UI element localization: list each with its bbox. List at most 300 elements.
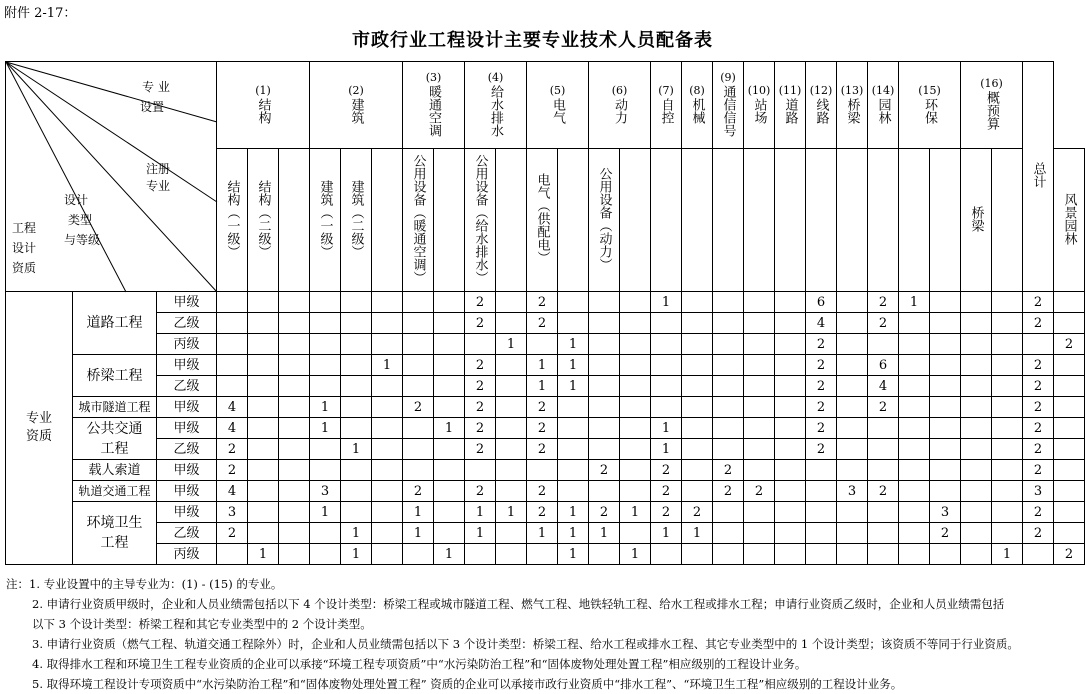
- count-cell: [899, 502, 930, 523]
- count-cell: 2: [868, 313, 899, 334]
- count-cell: [992, 355, 1023, 376]
- qualification-group: [6, 292, 73, 565]
- count-cell: [961, 334, 992, 355]
- count-cell: 3: [1023, 481, 1054, 502]
- diag-label-setting: 设置: [140, 100, 165, 114]
- count-cell: [868, 544, 899, 565]
- count-cell: [279, 334, 310, 355]
- count-cell: [899, 418, 930, 439]
- count-cell: [1054, 313, 1085, 334]
- count-cell: [620, 418, 651, 439]
- specialty-number: (8): [689, 83, 705, 97]
- count-cell: [1054, 439, 1085, 460]
- project-label: 轨道交通工程: [78, 484, 151, 498]
- registered-header-26: [992, 149, 1023, 292]
- count-cell: 2: [527, 397, 558, 418]
- count-cell: [372, 418, 403, 439]
- count-cell: 2: [1023, 355, 1054, 376]
- count-cell: 2: [403, 481, 434, 502]
- count-cell: [775, 439, 806, 460]
- specialty-header-13: [837, 62, 868, 149]
- count-cell: [930, 313, 961, 334]
- count-cell: [868, 523, 899, 544]
- count-cell: 1: [682, 523, 713, 544]
- count-cell: [744, 355, 775, 376]
- qualification-group-label: 专业资质: [25, 411, 52, 444]
- count-cell: [434, 292, 465, 313]
- count-cell: [744, 313, 775, 334]
- project-label: 桥梁工程: [86, 367, 143, 384]
- count-cell: [682, 376, 713, 397]
- project-name: [73, 292, 157, 355]
- registered-header-18: [744, 149, 775, 292]
- count-cell: 1: [589, 523, 620, 544]
- count-cell: [837, 313, 868, 334]
- count-cell: [961, 376, 992, 397]
- count-cell: [682, 418, 713, 439]
- count-cell: 2: [465, 439, 496, 460]
- count-cell: [992, 502, 1023, 523]
- count-cell: [341, 292, 372, 313]
- count-cell: [837, 523, 868, 544]
- count-cell: [620, 481, 651, 502]
- count-cell: [527, 544, 558, 565]
- count-cell: [1054, 292, 1085, 313]
- count-cell: [961, 292, 992, 313]
- count-cell: 1: [527, 355, 558, 376]
- specialty-number: (4): [487, 70, 504, 84]
- specialty-name: 动力: [612, 97, 628, 124]
- registered-header-19: [775, 149, 806, 292]
- count-cell: [372, 481, 403, 502]
- count-cell: [372, 397, 403, 418]
- count-cell: [496, 376, 527, 397]
- count-cell: [589, 313, 620, 334]
- count-cell: [403, 418, 434, 439]
- count-cell: [775, 481, 806, 502]
- count-cell: [868, 334, 899, 355]
- count-cell: [961, 523, 992, 544]
- count-cell: [899, 376, 930, 397]
- count-cell: [806, 544, 837, 565]
- count-cell: [744, 376, 775, 397]
- count-cell: [744, 397, 775, 418]
- count-cell: 1: [496, 334, 527, 355]
- count-cell: 1: [341, 523, 372, 544]
- count-cell: [1023, 544, 1054, 565]
- count-cell: 2: [589, 502, 620, 523]
- count-cell: [496, 481, 527, 502]
- note-line: 2. 申请行业资质甲级时，企业和人员业绩需包括以下 4 个设计类型：桥梁工程或城市隧道工程、燃气工程、地铁轻轨工程、给水工程或排水工程；申请行业资质乙级时，企业和人员业绩需包括: [32, 597, 1005, 611]
- registered-header-23: [899, 149, 930, 292]
- count-cell: 2: [868, 397, 899, 418]
- specialty-name: 道路: [782, 97, 798, 124]
- count-cell: 1: [403, 502, 434, 523]
- count-cell: [713, 523, 744, 544]
- count-cell: [372, 502, 403, 523]
- count-cell: [837, 502, 868, 523]
- count-cell: [806, 523, 837, 544]
- count-cell: 4: [868, 376, 899, 397]
- count-cell: 1: [620, 544, 651, 565]
- count-cell: [279, 544, 310, 565]
- count-cell: [372, 460, 403, 481]
- grade-cell: 甲级: [157, 418, 217, 439]
- count-cell: [713, 313, 744, 334]
- count-cell: [341, 418, 372, 439]
- count-cell: [496, 397, 527, 418]
- specialty-number: (12): [809, 83, 833, 97]
- count-cell: [930, 418, 961, 439]
- count-cell: [279, 523, 310, 544]
- specialty-number: (7): [658, 83, 674, 97]
- count-cell: [837, 439, 868, 460]
- count-cell: [992, 313, 1023, 334]
- project-label: 道路工程: [86, 315, 143, 331]
- count-cell: 3: [930, 502, 961, 523]
- registered-name: 建筑（一级）: [317, 179, 333, 258]
- count-cell: [558, 418, 589, 439]
- count-cell: [713, 418, 744, 439]
- count-cell: [589, 481, 620, 502]
- count-cell: 2: [527, 292, 558, 313]
- count-cell: [899, 523, 930, 544]
- specialty-header-10: [744, 62, 775, 149]
- count-cell: [775, 397, 806, 418]
- registered-header-9: [465, 149, 496, 292]
- count-cell: [403, 355, 434, 376]
- count-cell: [465, 544, 496, 565]
- count-cell: [434, 439, 465, 460]
- specialty-number: (14): [871, 83, 895, 97]
- count-cell: [744, 523, 775, 544]
- count-cell: [403, 544, 434, 565]
- count-cell: [589, 292, 620, 313]
- count-cell: [279, 481, 310, 502]
- count-cell: 2: [1023, 397, 1054, 418]
- grade-cell: 乙级: [157, 313, 217, 334]
- count-cell: [930, 292, 961, 313]
- count-cell: [341, 334, 372, 355]
- count-cell: [279, 397, 310, 418]
- count-cell: [403, 292, 434, 313]
- count-cell: [992, 418, 1023, 439]
- project-label: 公共交通工程: [86, 420, 143, 457]
- registered-name: 建筑（二级）: [348, 179, 364, 258]
- count-cell: [837, 418, 868, 439]
- count-cell: 2: [217, 460, 248, 481]
- count-cell: 2: [1023, 313, 1054, 334]
- count-cell: [620, 523, 651, 544]
- count-cell: [310, 355, 341, 376]
- count-cell: [1054, 397, 1085, 418]
- specialty-header-12: [806, 62, 837, 149]
- count-cell: [837, 376, 868, 397]
- count-cell: [620, 460, 651, 481]
- table-row: [6, 439, 1085, 460]
- registered-name: 公用设备（动力）: [596, 166, 612, 271]
- count-cell: [248, 376, 279, 397]
- count-cell: 2: [806, 334, 837, 355]
- count-cell: [899, 397, 930, 418]
- count-cell: [372, 292, 403, 313]
- total-header: [1023, 62, 1054, 292]
- table-row: [6, 376, 1085, 397]
- count-cell: 2: [1023, 439, 1054, 460]
- registered-header-11: [527, 149, 558, 292]
- count-cell: [248, 418, 279, 439]
- specialty-header-5: [527, 62, 589, 149]
- count-cell: 2: [465, 376, 496, 397]
- diag-label-design: 设计: [64, 193, 89, 207]
- count-cell: 2: [713, 460, 744, 481]
- count-cell: [930, 544, 961, 565]
- count-cell: 2: [1023, 418, 1054, 439]
- count-cell: [868, 418, 899, 439]
- specialty-name: 给水排水: [488, 84, 504, 137]
- count-cell: [527, 460, 558, 481]
- registered-header-5: [341, 149, 372, 292]
- count-cell: [1054, 523, 1085, 544]
- grade-cell: 甲级: [157, 355, 217, 376]
- specialty-header-2: [310, 62, 403, 149]
- grade-cell: 甲级: [157, 502, 217, 523]
- project-name: [73, 502, 157, 565]
- diag-label-qualification: 资质: [12, 261, 37, 275]
- count-cell: [992, 523, 1023, 544]
- note-line: 以下 3 个设计类型：桥梁工程和其它专业类型中的 2 个设计类型。: [32, 617, 372, 631]
- count-cell: [434, 397, 465, 418]
- count-cell: [558, 292, 589, 313]
- table-row: [6, 397, 1085, 418]
- count-cell: [217, 376, 248, 397]
- count-cell: 1: [558, 523, 589, 544]
- count-cell: [496, 523, 527, 544]
- registered-header-7: [403, 149, 434, 292]
- count-cell: 2: [1023, 523, 1054, 544]
- count-cell: [403, 313, 434, 334]
- count-cell: 2: [1023, 502, 1054, 523]
- count-cell: 1: [558, 355, 589, 376]
- count-cell: 1: [651, 292, 682, 313]
- grade-cell: 甲级: [157, 460, 217, 481]
- count-cell: [558, 439, 589, 460]
- count-cell: [651, 334, 682, 355]
- count-cell: [310, 439, 341, 460]
- specialty-number: (2): [348, 83, 364, 97]
- count-cell: [961, 460, 992, 481]
- count-cell: [279, 502, 310, 523]
- count-cell: [620, 439, 651, 460]
- count-cell: [248, 439, 279, 460]
- specialty-name: 机械: [689, 97, 705, 124]
- count-cell: [620, 355, 651, 376]
- table-row: [6, 523, 1085, 544]
- count-cell: [682, 481, 713, 502]
- count-cell: [217, 355, 248, 376]
- specialty-name: 线路: [813, 97, 829, 124]
- count-cell: [930, 460, 961, 481]
- specialty-name: 通信信号: [720, 84, 736, 137]
- count-cell: [868, 502, 899, 523]
- diag-label-specialty2: 专业: [146, 179, 171, 193]
- count-cell: [806, 481, 837, 502]
- count-cell: 1: [527, 523, 558, 544]
- specialty-number: (13): [840, 83, 864, 97]
- count-cell: [868, 439, 899, 460]
- count-cell: [248, 334, 279, 355]
- count-cell: [744, 544, 775, 565]
- project-name: [73, 460, 157, 481]
- count-cell: [930, 355, 961, 376]
- table-row: [6, 481, 1085, 502]
- specialty-number: (5): [549, 83, 566, 97]
- count-cell: 2: [589, 460, 620, 481]
- count-cell: 1: [496, 502, 527, 523]
- registered-header-13: [589, 149, 620, 292]
- count-cell: [930, 376, 961, 397]
- registered-name: 结构（一级）: [224, 179, 240, 258]
- count-cell: 2: [868, 292, 899, 313]
- specialty-header-4: [465, 62, 527, 149]
- count-cell: [651, 355, 682, 376]
- count-cell: [930, 439, 961, 460]
- count-cell: 2: [806, 376, 837, 397]
- project-name: [73, 418, 157, 460]
- count-cell: [589, 355, 620, 376]
- count-cell: [868, 460, 899, 481]
- diagonal-header-cell: [6, 62, 217, 292]
- count-cell: [651, 313, 682, 334]
- registered-name: 电气（供配电）: [534, 173, 550, 264]
- count-cell: 2: [217, 439, 248, 460]
- count-cell: [279, 439, 310, 460]
- count-cell: [589, 334, 620, 355]
- count-cell: [496, 418, 527, 439]
- count-cell: [1054, 376, 1085, 397]
- count-cell: [341, 397, 372, 418]
- count-cell: [620, 292, 651, 313]
- count-cell: 1: [899, 292, 930, 313]
- count-cell: 2: [713, 481, 744, 502]
- count-cell: [434, 502, 465, 523]
- count-cell: [930, 397, 961, 418]
- count-cell: [248, 292, 279, 313]
- count-cell: [217, 313, 248, 334]
- registered-header-12: [558, 149, 589, 292]
- count-cell: [496, 460, 527, 481]
- specialty-name: 结构: [255, 97, 271, 124]
- count-cell: 2: [527, 481, 558, 502]
- count-cell: [682, 334, 713, 355]
- specialty-name: 概预算: [984, 91, 1000, 130]
- count-cell: [1054, 418, 1085, 439]
- count-cell: [775, 334, 806, 355]
- count-cell: [341, 481, 372, 502]
- count-cell: [992, 334, 1023, 355]
- count-cell: [496, 355, 527, 376]
- count-cell: [775, 544, 806, 565]
- count-cell: 4: [217, 418, 248, 439]
- count-cell: [744, 502, 775, 523]
- count-cell: 1: [341, 544, 372, 565]
- count-cell: 1: [341, 439, 372, 460]
- grade-cell: 甲级: [157, 397, 217, 418]
- count-cell: [310, 292, 341, 313]
- count-cell: [558, 460, 589, 481]
- count-cell: 2: [403, 397, 434, 418]
- specialty-header-3: [403, 62, 465, 149]
- count-cell: [682, 292, 713, 313]
- table-title: 市政行业工程设计主要专业技术人员配备表: [352, 30, 713, 51]
- count-cell: [496, 313, 527, 334]
- count-cell: [465, 334, 496, 355]
- table-row: [6, 418, 1085, 439]
- diag-label-registered: 注册: [146, 162, 171, 176]
- registered-header-25: [961, 149, 992, 292]
- count-cell: 2: [527, 502, 558, 523]
- count-cell: [248, 397, 279, 418]
- count-cell: [899, 313, 930, 334]
- count-cell: [899, 544, 930, 565]
- count-cell: [558, 481, 589, 502]
- diagonal-lines: [6, 62, 217, 292]
- notes-section: [6, 574, 1056, 694]
- registered-header-15: [651, 149, 682, 292]
- count-cell: [775, 502, 806, 523]
- count-cell: [589, 418, 620, 439]
- registered-header-1: [217, 149, 248, 292]
- count-cell: [775, 418, 806, 439]
- count-cell: 2: [682, 502, 713, 523]
- registered-header-4: [310, 149, 341, 292]
- count-cell: [217, 334, 248, 355]
- count-cell: 1: [651, 523, 682, 544]
- count-cell: [775, 292, 806, 313]
- count-cell: [899, 460, 930, 481]
- project-name: [73, 355, 157, 397]
- count-cell: [713, 502, 744, 523]
- specialty-header-row: [6, 62, 1085, 149]
- count-cell: [961, 502, 992, 523]
- count-cell: 1: [248, 544, 279, 565]
- count-cell: [1054, 481, 1085, 502]
- table-row: [6, 334, 1085, 355]
- specialty-number: (11): [778, 83, 802, 97]
- total-label: 总计: [1030, 162, 1046, 188]
- count-cell: [713, 376, 744, 397]
- note-line: 注：1. 专业设置中的主导专业为：(1) - (15) 的专业。: [6, 577, 283, 591]
- count-cell: [992, 376, 1023, 397]
- count-cell: [837, 460, 868, 481]
- count-cell: 1: [310, 397, 341, 418]
- registered-header-8: [434, 149, 465, 292]
- count-cell: [279, 355, 310, 376]
- grade-cell: 乙级: [157, 523, 217, 544]
- registered-header-17: [713, 149, 744, 292]
- count-cell: 1: [434, 544, 465, 565]
- diag-label-design2: 设计: [12, 241, 37, 255]
- count-cell: [899, 334, 930, 355]
- diag-label-specialty: 专 业: [142, 80, 170, 94]
- count-cell: [651, 397, 682, 418]
- project-label: 城市隧道工程: [78, 400, 151, 414]
- project-label: 载人索道: [88, 462, 141, 478]
- count-cell: [372, 523, 403, 544]
- diag-label-project: 工程: [12, 221, 37, 235]
- count-cell: 1: [651, 418, 682, 439]
- count-cell: 2: [806, 397, 837, 418]
